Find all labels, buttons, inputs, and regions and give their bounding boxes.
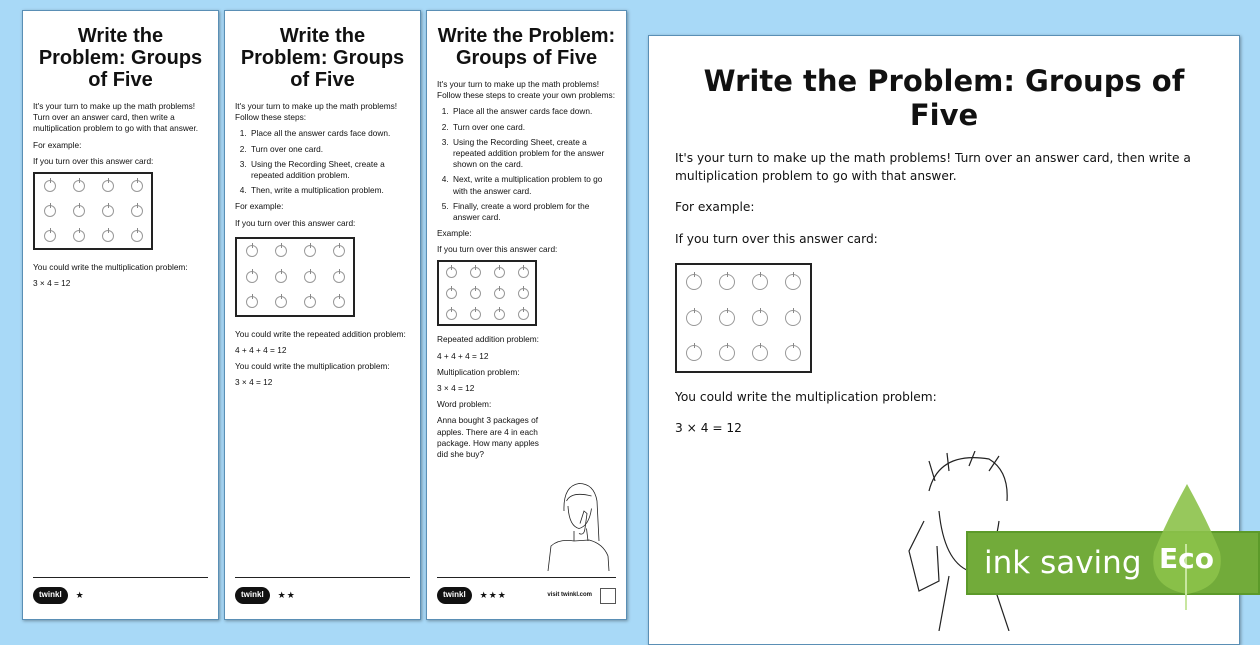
step: 3. Using the Recording Sheet, create a repeated addition problem. (249, 159, 410, 181)
apple-icon (246, 296, 258, 308)
for-example-label: For example: (235, 201, 284, 212)
apple-icon (246, 245, 258, 257)
apple-icon (686, 274, 702, 290)
apple-icon (333, 296, 345, 308)
apple-icon (752, 310, 768, 326)
repeated-addition-label: Repeated addition problem: (437, 334, 539, 345)
could-write-mult-label: You could write the multiplication problem: (235, 361, 390, 372)
apple-icon (275, 271, 287, 283)
apple-icon (44, 205, 56, 217)
apple-icon (102, 180, 114, 192)
equation-mult: 3 × 4 = 12 (437, 383, 475, 393)
apple-icon (102, 230, 114, 242)
intro-text: It's your turn to make up the math problems! Turn over an answer card, then write a multiplication problem to go with that answer. (675, 151, 1191, 183)
multiplication-label: Multiplication problem: (437, 366, 520, 377)
apple-icon (73, 180, 85, 192)
footer (33, 577, 208, 605)
step: 3. Using the Recording Sheet, create a repeated addition problem for the answer shown on the card. (451, 137, 616, 171)
answer-card-label: If you turn over this answer card: (235, 217, 356, 228)
apple-icon (785, 274, 801, 290)
apple-icon (131, 230, 143, 242)
for-example-label: For example: (675, 200, 755, 215)
answer-card (675, 263, 812, 373)
apple-icon (785, 310, 801, 326)
steps-list (451, 106, 616, 223)
equation: 3 × 4 = 12 (33, 278, 71, 289)
apple-icon (446, 309, 457, 320)
word-problem-text: Anna bought 3 packages of apples. There are 4 in each package. How many apples did she buy? (437, 415, 539, 459)
step: 2. Turn over one card. (249, 144, 410, 155)
intro-text: It's your turn to make up the math problems! Follow these steps: (235, 101, 398, 123)
apple-icon (470, 309, 481, 320)
equation: 3 × 4 = 12 (675, 421, 742, 436)
worksheet-level-3 (426, 10, 627, 620)
apple-icon (333, 271, 345, 283)
apple-icon (686, 310, 702, 326)
twinkl-logo: twinkl (235, 587, 270, 604)
quality-badge-icon (600, 588, 616, 604)
worksheet-level-1 (22, 10, 219, 620)
apple-icon (73, 230, 85, 242)
apple-icon (719, 345, 735, 361)
answer-card-label: If you turn over this answer card: (437, 244, 558, 255)
apple-icon (246, 271, 258, 283)
apple-icon (275, 296, 287, 308)
footer (235, 577, 410, 605)
page-title: Write the Problem: Groups of Five (703, 64, 1185, 132)
apple-icon (785, 345, 801, 361)
ink-saving-text: ink saving (984, 545, 1142, 581)
apple-icon (131, 205, 143, 217)
could-write-add-label: You could write the repeated addition problem: (235, 328, 406, 339)
apple-icon (719, 310, 735, 326)
answer-card (437, 260, 537, 326)
apple-icon (494, 267, 505, 278)
step: 4. Then, write a multiplication problem. (249, 185, 410, 196)
apple-icon (304, 271, 316, 283)
difficulty-stars: ★★★ (479, 590, 507, 601)
twinkl-logo: twinkl (437, 587, 472, 604)
eco-label: Eco (1159, 542, 1214, 575)
intro-text: It's your turn to make up the math problems! Turn over an answer card, then write a multiplication problem to go with that answer. (33, 101, 199, 134)
apple-icon (470, 288, 481, 299)
difficulty-stars: ★★ (277, 590, 296, 601)
page-title: Write the Problem: Groups of Five (38, 25, 203, 91)
step: 1. Place all the answer cards face down. (249, 128, 410, 139)
footer (437, 577, 616, 605)
equation-add: 4 + 4 + 4 = 12 (437, 350, 489, 361)
apple-icon (304, 296, 316, 308)
step: 5. Finally, create a word problem for the answer card. (451, 201, 616, 223)
for-example-label: For example: (33, 139, 82, 150)
apple-icon (304, 245, 316, 257)
step: 2. Turn over one card. (451, 122, 616, 133)
apple-icon (752, 274, 768, 290)
twinkl-logo: twinkl (33, 587, 68, 604)
step: 4. Next, write a multiplication problem to go with the answer card. (451, 174, 616, 196)
answer-card-label: If you turn over this answer card: (33, 155, 154, 166)
steps-list (249, 128, 410, 196)
apple-icon (518, 267, 529, 278)
apple-icon (333, 245, 345, 257)
apple-icon (102, 205, 114, 217)
answer-card (235, 237, 355, 317)
apple-icon (44, 230, 56, 242)
could-write-label: You could write the multiplication problem: (33, 261, 188, 272)
page-title: Write the Problem: Groups of Five (437, 25, 616, 69)
could-write-label: You could write the multiplication problem: (675, 389, 937, 404)
apple-icon (131, 180, 143, 192)
apple-icon (752, 345, 768, 361)
intro-text: It's your turn to make up the math problems! Follow these steps to create your own problems: (437, 79, 616, 101)
apple-icon (470, 267, 481, 278)
answer-card (33, 172, 153, 250)
apple-icon (446, 288, 457, 299)
apple-icon (686, 345, 702, 361)
visit-link[interactable]: visit twinkl.com (547, 592, 592, 599)
answer-card-label: If you turn over this answer card: (675, 232, 878, 247)
apple-icon (494, 309, 505, 320)
apple-icon (44, 180, 56, 192)
apple-icon (518, 288, 529, 299)
apple-icon (275, 245, 287, 257)
equation-mult: 3 × 4 = 12 (235, 377, 273, 388)
apple-icon (73, 205, 85, 217)
apple-icon (518, 309, 529, 320)
apple-icon (446, 267, 457, 278)
step: 1. Place all the answer cards face down. (451, 106, 616, 117)
difficulty-stars: ★ (75, 590, 85, 601)
example-label: Example: (437, 228, 472, 239)
page-title: Write the Problem: Groups of Five (240, 25, 405, 91)
apple-icon (494, 288, 505, 299)
worksheet-level-2 (224, 10, 421, 620)
apple-icon (719, 274, 735, 290)
thinking-girl-illustration (539, 481, 619, 571)
word-problem-label: Word problem: (437, 399, 492, 410)
equation-add: 4 + 4 + 4 = 12 (235, 344, 287, 355)
